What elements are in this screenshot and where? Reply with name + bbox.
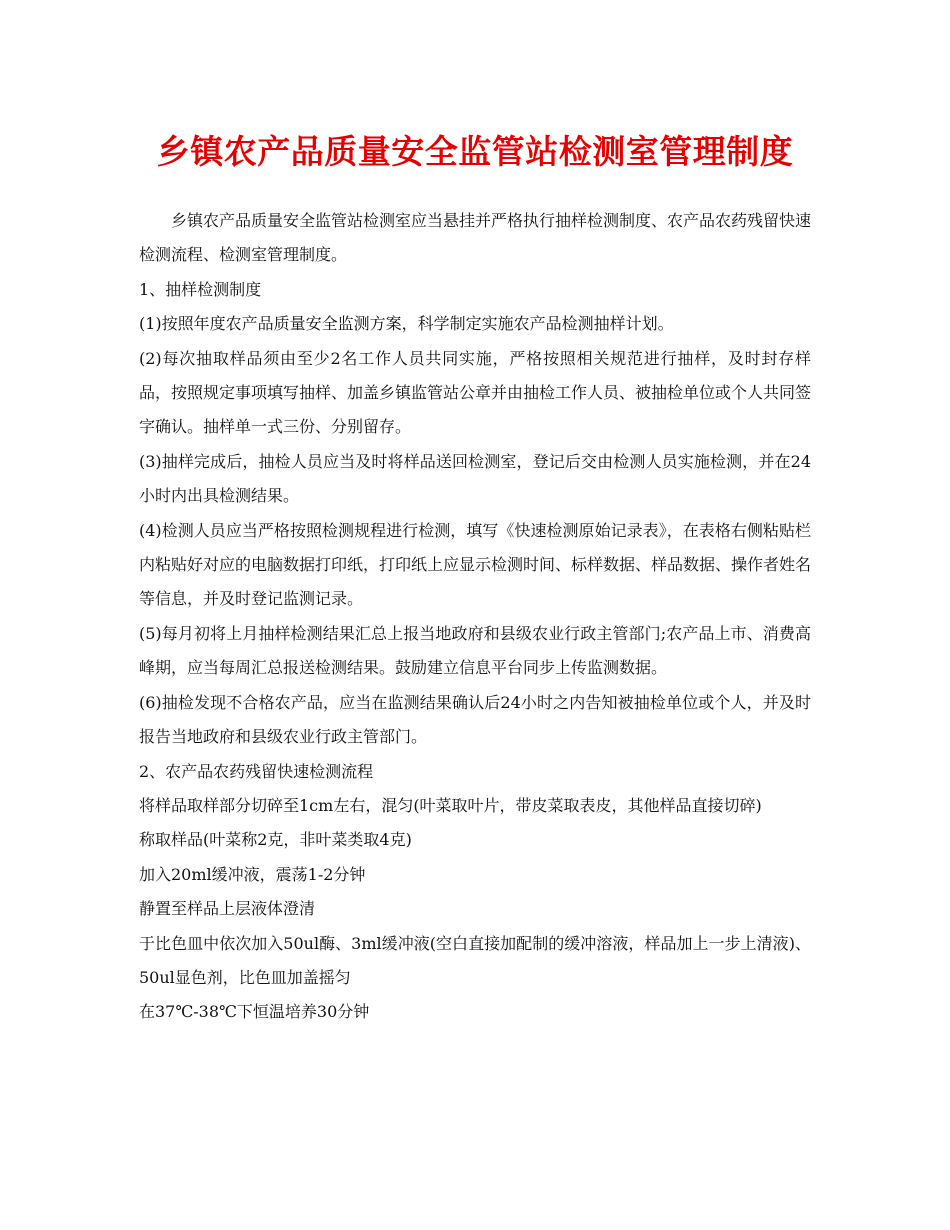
paragraph: 2、农产品农药残留快速检测流程 (139, 761, 374, 781)
paragraph: (1)按照年度农产品质量安全监测方案，科学制定实施农产品检测抽样计划。 (139, 314, 674, 334)
document-body (139, 204, 811, 1030)
document-page (139, 128, 811, 1030)
paragraph: 1、抽样检测制度 (139, 279, 262, 299)
paragraph: (3)抽样完成后，抽检人员应当及时将样品送回检测室，登记后交由检测人员实施检测，并在24小时内出具检测结果。 (139, 451, 811, 506)
paragraph: 将样品取样部分切碎至1cm左右，混匀(叶菜取叶片，带皮菜取表皮，其他样品直接切碎) (139, 795, 762, 815)
paragraph: (2)每次抽取样品须由至少2名工作人员共同实施，严格按照相关规范进行抽样，及时封存样品，按照规定事项填写抽样、加盖乡镇监管站公章并由抽检工作人员、被抽检单位或个人共同签字确认。抽样单一式三份、分别留存。 (139, 348, 812, 437)
document-title: 乡镇农产品质量安全监管站检测室管理制度 (156, 132, 794, 171)
paragraph: 称取样品(叶菜称2克，非叶菜类取4克) (139, 830, 412, 850)
paragraph: 在37℃-38℃下恒温培养30分钟 (139, 1002, 370, 1022)
paragraph: 乡镇农产品质量安全监管站检测室应当悬挂并严格执行抽样检测制度、农产品农药残留快速检测流程、检测室管理制度。 (139, 211, 812, 265)
paragraph: (5)每月初将上月抽样检测结果汇总上报当地政府和县级农业行政主管部门;农产品上市、消费高峰期，应当每周汇总报送检测结果。鼓励建立信息平台同步上传监测数据。 (139, 623, 811, 678)
paragraph: (6)抽检发现不合格农产品，应当在监测结果确认后24小时之内告知被抽检单位或个人，并及时报告当地政府和县级农业行政主管部门。 (139, 692, 811, 747)
paragraph: 于比色皿中依次加入50ul酶、3ml缓冲液(空白直接加配制的缓冲溶液，样品加上一步上清液)、50ul显色剂，比色皿加盖摇匀 (139, 933, 811, 987)
paragraph: 加入20ml缓冲液，震荡1-2分钟 (139, 864, 366, 884)
paragraph: (4)检测人员应当严格按照检测规程进行检测，填写《快速检测原始记录表》，在表格右侧粘贴栏内粘贴好对应的电脑数据打印纸，打印纸上应显示检测时间、标样数据、样品数据、操作者姓名等信息，并及时登记监测记录。 (139, 520, 812, 609)
paragraph: 静置至样品上层液体澄清 (139, 899, 316, 919)
